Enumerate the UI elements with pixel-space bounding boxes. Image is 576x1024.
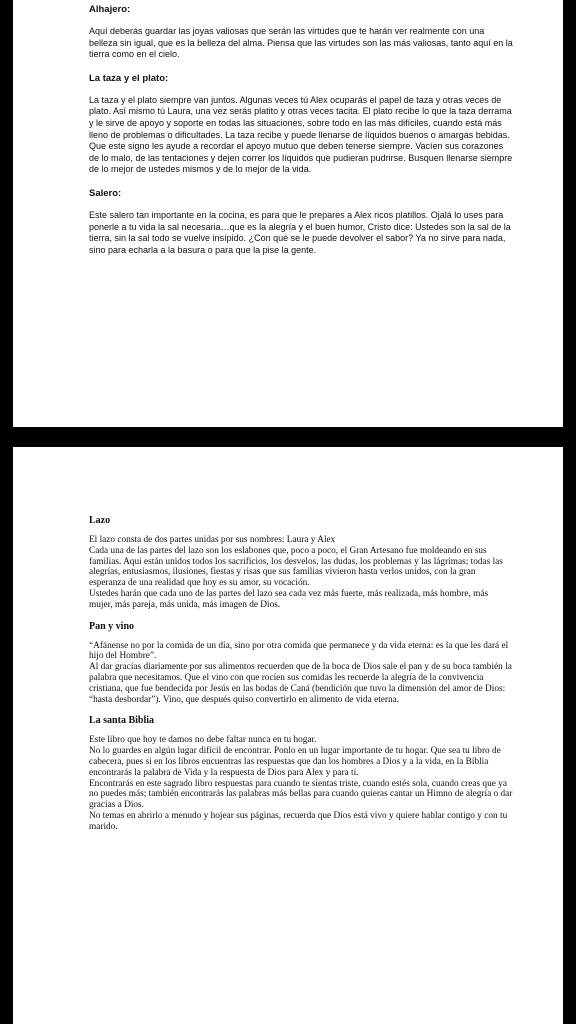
- section-body-santa-biblia: [89, 735, 513, 832]
- paragraph-line: Ustedes harán que cada uno de las partes del lazo sea cada vez más fuerte, más realizada, más hombre, más mujer, más pareja, más unida, más imagen de Dios.: [89, 588, 489, 610]
- section-heading-salero: Salero:: [89, 187, 122, 199]
- paragraph-line: Encontrarás en este sagrado libro respuestas para cuando te sientas triste, cuando estés sola, cuando creas que ya no puedes más; también encontrarás las palabras más bellas para cuando quieras cantar un Himno de alegría o dar gracias a Dios.: [89, 778, 513, 811]
- section-body-alhajero: Aquí deberás guardar las joyas valiosas que serán las virtudes que te harán ver realmente con una belleza sin igual, que es la belleza del alma. Piensa que las virtudes son las más valiosas, tanto aquí en la tierra como en el cielo.: [89, 26, 513, 60]
- section-body-pan-vino: [89, 641, 513, 706]
- section-heading-pan-vino: Pan y vino: [89, 620, 135, 632]
- section-body-taza-plato: La taza y el plato siempre van juntos. Algunas veces tú Alex ocuparás el papel de taza y otras veces de plato. Así mismo tú Laura, una vez serás platito y otras veces tacita. El plato recibe lo que la taza derrama y le sirve de apoyo y soporte en todas las situaciones, sobre todo en las más difíciles, cuando está más lleno de problemas o dificultades. La taza recibe y puede llenarse de líquidos buenos o amargas bebidas. Que este signo les ayude a recordar el apoyo mutuo que deben tenerse siempre. Vacíen sus corazones de lo malo, de las tentaciones y dejen correr los líquidos que pudieran pudrirse. Busquen llenarse siempre de lo mejor de ustedes mismos y de lo mejor de la vida.: [89, 94, 513, 175]
- paragraph-line: El lazo consta de dos partes unidas por sus nombres: Laura y Alex: [89, 535, 336, 545]
- paragraph-line: No temas en abrirlo a menudo y hojear sus páginas, recuerda que Dios está vivo y quiere hablar contigo y con tu marido.: [89, 810, 508, 832]
- section-heading-alhajero: Alhajero:: [89, 4, 131, 15]
- page-1-content: [89, 0, 513, 268]
- paragraph-line: “Afánense no por la comida de un día, sino por otra comida que permanece y da vida eterna: es la que les dará el hijo del Hombre”.: [89, 640, 509, 662]
- section-heading-taza-plato: La taza y el plato:: [89, 72, 169, 84]
- section-body-lazo: [89, 535, 513, 611]
- document-page-1: [13, 0, 563, 427]
- paragraph-line: No lo guardes en algún lugar difícil de encontrar. Ponlo en un lugar importante de tu hogar. Que sea tu libro de cabecera, pues si en los libros encuentras las respuestas que dan los hombres a Dios y a la vida, en la Biblia encontrarás la palabra de Vida y la respuesta de Dios para Alex y para ti.: [89, 746, 501, 778]
- paragraph-line: Al dar gracias diariamente por sus alimentos recuerden que de la boca de Dios sale el pan y de su boca también la palabra que necesitamos. Que el vino con que rocíen sus comidas les recuerde la alegría de la convivencia cristiana, que fue bendecida por Jesús en las bodas de Caná (bendición que tuvo la dimensión del amor de Dios: “hasta desbordar”). Vino, que después quiso convertirlo en alimento de vida eterna.: [89, 662, 512, 705]
- section-body-salero: Este salero tan importante en la cocina, es para que le prepares a Alex ricos platillos. Ojalá lo uses para ponerle a tu vida la sal necesaria…que es la alegría y el buen humor, Cristo dice: Ustedes son la sal de la tierra, sin la sal todo se vuelve insípido. ¿Con qué se le puede devolver el sabor? Ya no sirve para nada, sino para echarla a la basura o para que la pise la gente.: [89, 209, 511, 255]
- paragraph-line: Este libro que hoy te damos no debe faltar nunca en tu hogar.: [89, 735, 317, 746]
- paragraph-line: Cada una de las partes del lazo son los eslabones que, poco a poco, el Gran Artesano fue moldeando en sus familias. Aquí están unidos todos los sacrificios, los desvelos, las dudas, los problemas y las lágrimas; todas las alegrías, entusiasmos, ilusiones, fiestas y risas que sus familias vivieron hasta verlos unidos, con la gran esperanza de una realidad que hoy es su amor, su vocación.: [89, 545, 503, 589]
- page-2-content: [89, 515, 513, 843]
- document-page-2: [13, 447, 563, 1024]
- section-heading-santa-biblia: La santa Biblia: [89, 715, 155, 727]
- section-heading-lazo: Lazo: [89, 515, 111, 526]
